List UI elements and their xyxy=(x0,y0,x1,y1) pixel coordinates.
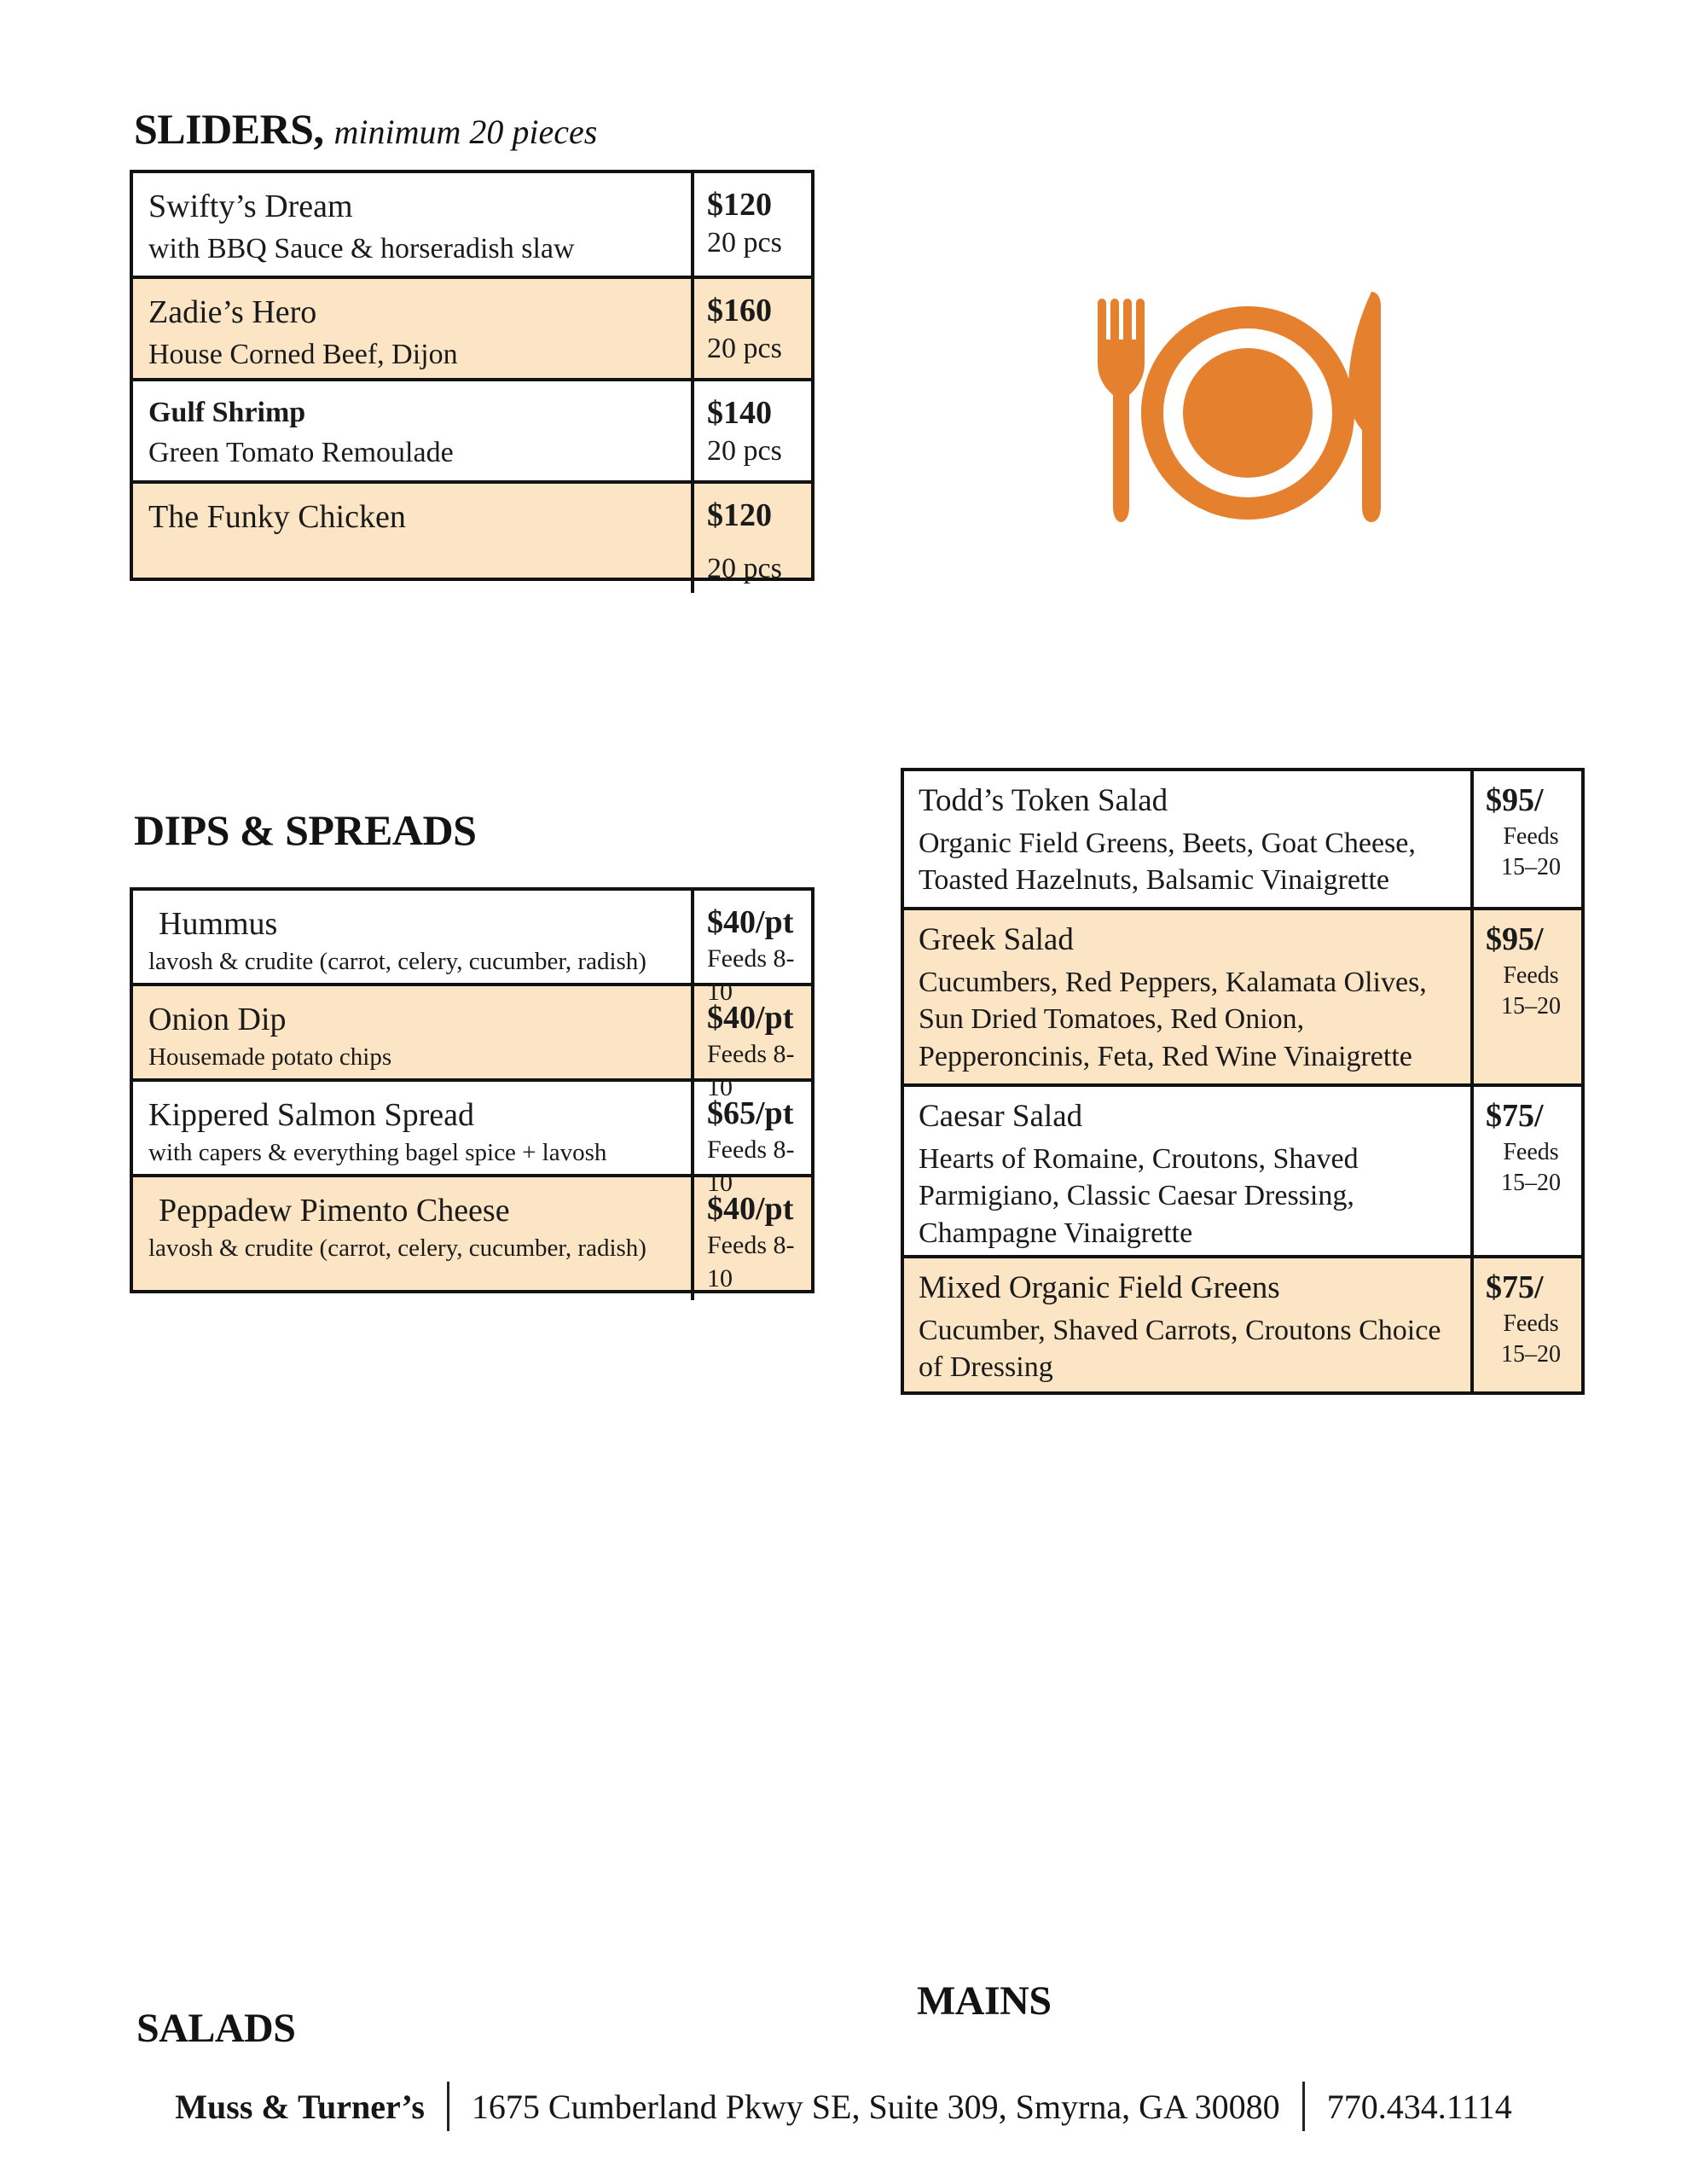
table-row xyxy=(133,983,811,1101)
table-row xyxy=(904,771,1581,907)
dips-heading xyxy=(134,807,476,854)
salads-table xyxy=(901,768,1585,1395)
item-qty: 20 pcs xyxy=(707,552,782,584)
restaurant-name: Muss & Turner’s xyxy=(175,2087,425,2126)
item-desc: Organic Field Greens, Beets, Goat Cheese, Toasted Hazelnuts, Balsamic Vinaigrette xyxy=(919,827,1416,897)
item-name: Gulf Shrimp xyxy=(148,397,306,428)
item-qty: 20 pcs xyxy=(707,332,782,364)
table-row xyxy=(133,378,811,480)
table-row xyxy=(904,1083,1581,1255)
item-price: $40/pt xyxy=(707,1000,794,1036)
item-desc: Cucumber, Shaved Carrots, Croutons Choice of Dressing xyxy=(919,1314,1441,1384)
item-price: $95/ xyxy=(1486,782,1544,818)
item-desc: Hearts of Romaine, Croutons, Shaved Parmigiano, Classic Caesar Dressing, Champagne Vinaigrette xyxy=(919,1142,1359,1249)
item-feeds-range: 15–20 xyxy=(1501,854,1561,881)
item-cell xyxy=(133,173,691,276)
price-cell xyxy=(691,173,811,276)
table-row xyxy=(133,1078,811,1197)
footer xyxy=(0,2082,1687,2131)
item-price: $140 xyxy=(707,395,772,431)
dips-table xyxy=(130,887,815,1293)
item-name: Kippered Salmon Spread xyxy=(148,1097,475,1133)
item-desc: with BBQ Sauce & horseradish slaw xyxy=(148,232,575,264)
item-price: $120 xyxy=(707,497,772,533)
item-name: Caesar Salad xyxy=(919,1099,1083,1134)
item-price: $40/pt xyxy=(707,1191,794,1227)
item-desc: Green Tomato Remoulade xyxy=(148,437,454,469)
table-row xyxy=(133,173,811,276)
item-price: $120 xyxy=(707,187,772,223)
item-cell xyxy=(904,1087,1470,1257)
item-cell xyxy=(904,771,1470,907)
item-feeds: Feeds 8-10 xyxy=(707,944,795,1006)
item-name: Todd’s Token Salad xyxy=(919,783,1168,818)
table-row xyxy=(133,480,811,584)
price-cell xyxy=(1470,1258,1581,1391)
item-price: $95/ xyxy=(1486,921,1544,957)
footer-divider xyxy=(1302,2082,1305,2131)
item-feeds: Feeds xyxy=(1503,961,1559,989)
sliders-heading xyxy=(134,106,597,153)
salads-title: SALADS xyxy=(136,2006,296,2051)
item-price: $75/ xyxy=(1486,1269,1544,1305)
item-desc: Cucumbers, Red Peppers, Kalamata Olives, Sun Dried Tomatoes, Red Onion, Pepperoncinis, Feta, Red Wine Vinaigrette xyxy=(919,966,1427,1072)
item-name: Greek Salad xyxy=(919,922,1074,957)
sliders-subtitle: minimum 20 pieces xyxy=(333,113,598,151)
item-cell xyxy=(133,1177,691,1300)
item-feeds: Feeds xyxy=(1503,1138,1559,1165)
item-cell xyxy=(904,1258,1470,1391)
item-price: $75/ xyxy=(1486,1098,1544,1134)
item-feeds-range: 15–20 xyxy=(1501,1170,1561,1197)
item-desc: lavosh & crudite (carrot, celery, cucumber, radish) xyxy=(148,1234,646,1262)
item-feeds-range: 15–20 xyxy=(1501,1341,1561,1368)
item-price: $160 xyxy=(707,293,772,328)
price-cell xyxy=(1470,771,1581,907)
price-cell xyxy=(1470,1087,1581,1257)
plate-fork-knife-icon xyxy=(1089,287,1389,529)
item-desc: House Corned Beef, Dijon xyxy=(148,338,458,370)
footer-divider xyxy=(447,2082,449,2131)
mains-heading xyxy=(917,1979,1052,2024)
restaurant-phone: 770.434.1114 xyxy=(1326,2087,1512,2126)
sliders-table xyxy=(130,170,815,584)
item-cell xyxy=(133,484,691,593)
item-qty: 20 pcs xyxy=(707,434,782,467)
item-feeds: Feeds xyxy=(1503,1310,1559,1337)
item-price: $40/pt xyxy=(707,904,794,940)
item-cell xyxy=(133,279,691,379)
item-cell xyxy=(904,910,1470,1083)
item-desc: lavosh & crudite (carrot, celery, cucumber, radish) xyxy=(148,947,646,975)
restaurant-address: 1675 Cumberland Pkwy SE, Suite 309, Smyrna, GA 30080 xyxy=(471,2087,1280,2126)
price-cell xyxy=(691,279,811,379)
table-row xyxy=(904,1255,1581,1391)
table-row xyxy=(133,891,811,1006)
table-row xyxy=(904,907,1581,1083)
item-name: Mixed Organic Field Greens xyxy=(919,1270,1280,1305)
table-row xyxy=(133,276,811,378)
item-price: $65/pt xyxy=(707,1095,794,1131)
price-cell xyxy=(691,381,811,480)
price-cell xyxy=(691,484,811,593)
item-name: Hummus xyxy=(159,906,278,942)
item-name: Peppadew Pimento Cheese xyxy=(159,1193,510,1228)
item-name: Onion Dip xyxy=(148,1002,287,1037)
item-name: The Funky Chicken xyxy=(148,499,406,535)
mains-title: MAINS xyxy=(917,1978,1052,2024)
price-cell xyxy=(1470,910,1581,1083)
item-qty: 20 pcs xyxy=(707,226,782,258)
item-feeds: Feeds 8-10 xyxy=(707,1135,795,1197)
item-desc: Housemade potato chips xyxy=(148,1043,392,1071)
item-feeds: Feeds xyxy=(1503,822,1559,850)
item-feeds-range: 15–20 xyxy=(1501,993,1561,1020)
sliders-title: SLIDERS, xyxy=(134,105,324,153)
dips-title: DIPS & SPREADS xyxy=(134,806,477,854)
item-cell xyxy=(133,381,691,480)
item-desc: with capers & everything bagel spice + lavosh xyxy=(148,1138,607,1166)
item-name: Zadie’s Hero xyxy=(148,294,317,330)
price-cell xyxy=(691,1177,811,1300)
table-row xyxy=(133,1174,811,1290)
item-feeds: Feeds 8-10 xyxy=(707,1230,795,1292)
salads-heading xyxy=(136,2007,295,2052)
item-feeds: Feeds 8-10 xyxy=(707,1039,795,1101)
item-name: Swifty’s Dream xyxy=(148,189,353,224)
